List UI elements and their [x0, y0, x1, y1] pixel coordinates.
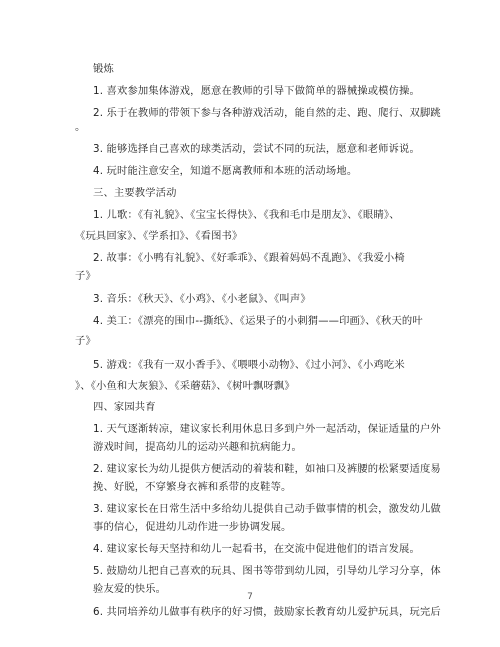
- text-line: 6. 共同培养幼儿做事有秩序的好习惯，鼓励家长教育幼儿爱护玩具，玩完后: [93, 606, 441, 618]
- text-line: 4. 建议家长每天坚持和幼儿一起看书，在交流中促进他们的语言发展。: [93, 543, 420, 555]
- text-line: 1. 天气逐渐转凉，建议家长利用休息日多到户外一起活动，保证适量的户外: [93, 423, 441, 435]
- text-line: 2. 建议家长为幼儿提供方便活动的着装和鞋，如袖口及裤腰的松紧要适度易: [93, 463, 441, 475]
- text-line: 锻炼: [93, 63, 114, 75]
- text-line: 子》: [75, 335, 96, 347]
- text-line: 《玩具回家》、《学系扣》、《看图书》: [75, 230, 243, 242]
- text-line: 事的信心，促进幼儿动作进一步协调发展。: [93, 521, 292, 533]
- text-line: 1. 喜欢参加集体游戏，愿意在教师的引导下做简单的器械操或模仿操。: [93, 85, 420, 97]
- section-heading: 四、家园共育: [93, 401, 156, 413]
- text-line: 》、《小鱼和大灰狼》、《采蘑菇》、《树叶飘呀飘》: [75, 380, 295, 392]
- text-line: 5. 游戏：《我有一双小香手》、《喂喂小动物》、《过小河》、《小鸡吃米: [93, 359, 405, 371]
- section-heading: 三、主要教学活动: [93, 187, 177, 199]
- text-line: 验友爱的快乐。: [93, 583, 167, 595]
- page-number: 7: [247, 592, 253, 602]
- text-line: 游戏时间，提高幼儿的运动兴趣和抗病能力。: [93, 441, 302, 453]
- text-line: 挽、好脱，不穿繁身衣裤和系带的皮鞋等。: [93, 481, 292, 493]
- text-line: 2. 故事：《小鸭有礼貌》、《好乖乖》、《跟着妈妈不乱跑》、《我爱小椅: [93, 252, 405, 264]
- text-line: 子》: [75, 270, 96, 282]
- text-line: 3. 音乐：《秋天》、《小鸡》、《小老鼠》、《叫声》: [93, 293, 311, 305]
- text-line: 2. 乐于在教师的带领下参与各种游戏活动，能自然的走、跑、爬行、双脚跳: [93, 107, 441, 119]
- text-line: 5. 鼓励幼儿把自己喜欢的玩具、图书等带到幼儿园，引导幼儿学习分享，体: [93, 565, 441, 577]
- text-line: 4. 玩时能注意安全，知道不愿离教师和本班的活动场地。: [93, 165, 358, 177]
- text-line: 4. 美工：《漂亮的围巾--撕纸》、《运果子的小刺猬——印画》、《秋天的叶: [93, 315, 423, 327]
- text-line: 。: [75, 121, 86, 133]
- text-line: 3. 能够选择自己喜欢的球类活动，尝试不同的玩法，愿意和老师诉说。: [93, 143, 420, 155]
- text-line: 1. 儿歌：《有礼貌》、《宝宝长得快》、《我和毛巾是朋友》、《眼睛》、: [93, 209, 400, 221]
- text-line: 3. 建议家长在日常生活中多给幼儿提供自己动手做事情的机会，激发幼儿做: [93, 503, 441, 515]
